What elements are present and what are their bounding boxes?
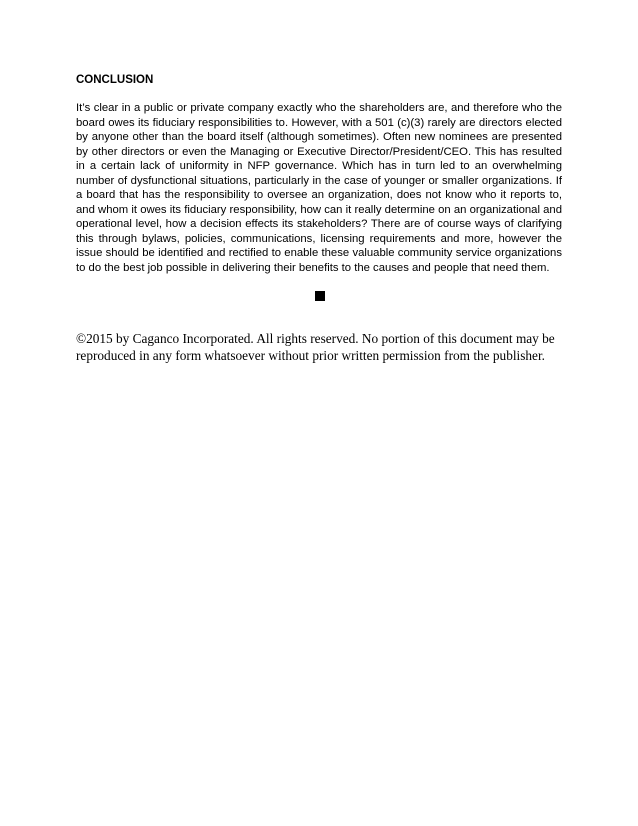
section-heading: CONCLUSION — [76, 74, 154, 86]
black-square-icon — [315, 291, 325, 301]
copyright-notice: ©2015 by Caganco Incorporated. All rights reserved. No portion of this document may be reproduced in any form whatsoever without prior written permission from the publisher. — [76, 331, 555, 363]
conclusion-paragraph: It’s clear in a public or private company exactly who the shareholders are, and therefore who the board owes its fiduciary responsibilities to. However, with a 501 (c)(3) rarely are directors elected by anyone other than the board itself (although sometimes). Often new nominees are presented by other directors or even the Managing or Executive Director/President/CEO. This has resulted in a certain lack of uniformity in NFP governance. Which has in turn led to an overwhelming number of dysfunctional situations, particularly in the case of younger or smaller organizations. If a board that has the responsibility to oversee an organization, does not know who it reports to, and whom it owes its fiduciary responsibility, how can it really determine on an organizational and operational level, how a decision effects its stakeholders? There are of course ways of clarifying this through bylaws, policies, communications, licensing requirements and more, however the issue should be identified and rectified to enable these valuable community service organizations to do the best job possible in delivering their benefits to the causes and people that need them. — [76, 102, 562, 274]
